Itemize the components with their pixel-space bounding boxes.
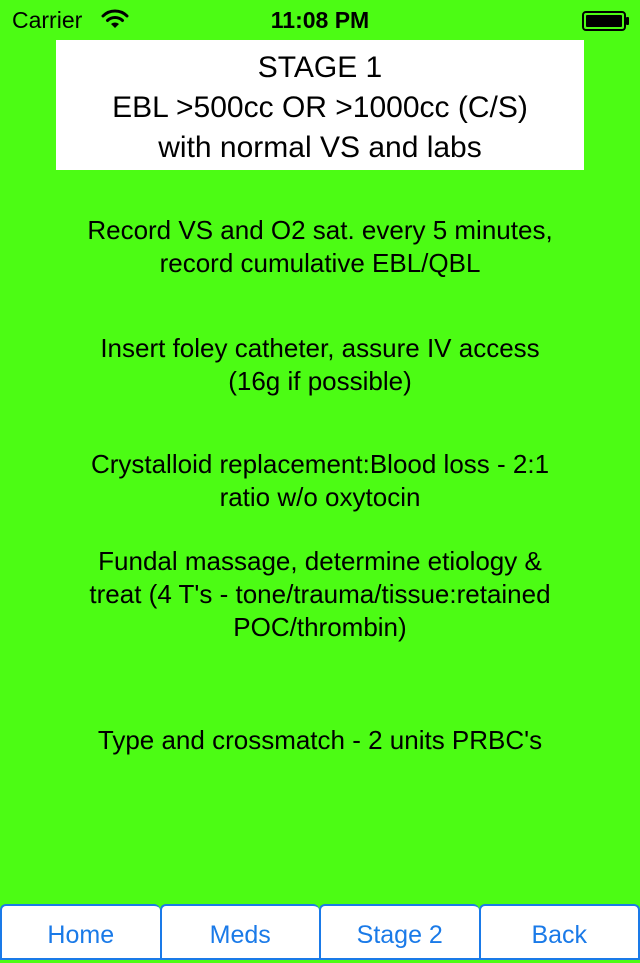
step-text: treat (4 T's - tone/trauma/tissue:retained xyxy=(40,578,600,611)
stage-title: STAGE 1 xyxy=(56,48,584,88)
step-text: record cumulative EBL/QBL xyxy=(40,247,600,280)
step-text: Type and crossmatch - 2 units PRBC's xyxy=(40,724,600,757)
step-crossmatch xyxy=(40,724,600,757)
stage-criteria: EBL >500cc OR >1000cc (C/S) xyxy=(56,88,584,128)
clock-label: 11:08 PM xyxy=(0,7,640,34)
step-text: ratio w/o oxytocin xyxy=(40,481,600,514)
status-bar xyxy=(0,0,640,40)
step-text: Record VS and O2 sat. every 5 minutes, xyxy=(40,214,600,247)
battery-icon xyxy=(582,11,630,31)
step-fundal-massage xyxy=(40,545,600,644)
bottom-tab-bar xyxy=(0,904,640,960)
step-text: Crystalloid replacement:Blood loss - 2:1 xyxy=(40,448,600,481)
stage-header xyxy=(56,40,584,170)
meds-button[interactable]: Meds xyxy=(160,904,320,960)
step-text: (16g if possible) xyxy=(40,365,600,398)
step-text: POC/thrombin) xyxy=(40,611,600,644)
home-button[interactable]: Home xyxy=(0,904,160,960)
step-vital-signs xyxy=(40,214,600,280)
back-button[interactable]: Back xyxy=(479,904,640,960)
step-text: Fundal massage, determine etiology & xyxy=(40,545,600,578)
stage-2-button[interactable]: Stage 2 xyxy=(319,904,479,960)
carrier-label: Carrier xyxy=(12,7,82,34)
step-text: Insert foley catheter, assure IV access xyxy=(40,332,600,365)
step-foley-iv xyxy=(40,332,600,398)
stage-criteria-detail: with normal VS and labs xyxy=(56,128,584,168)
step-crystalloid xyxy=(40,448,600,514)
